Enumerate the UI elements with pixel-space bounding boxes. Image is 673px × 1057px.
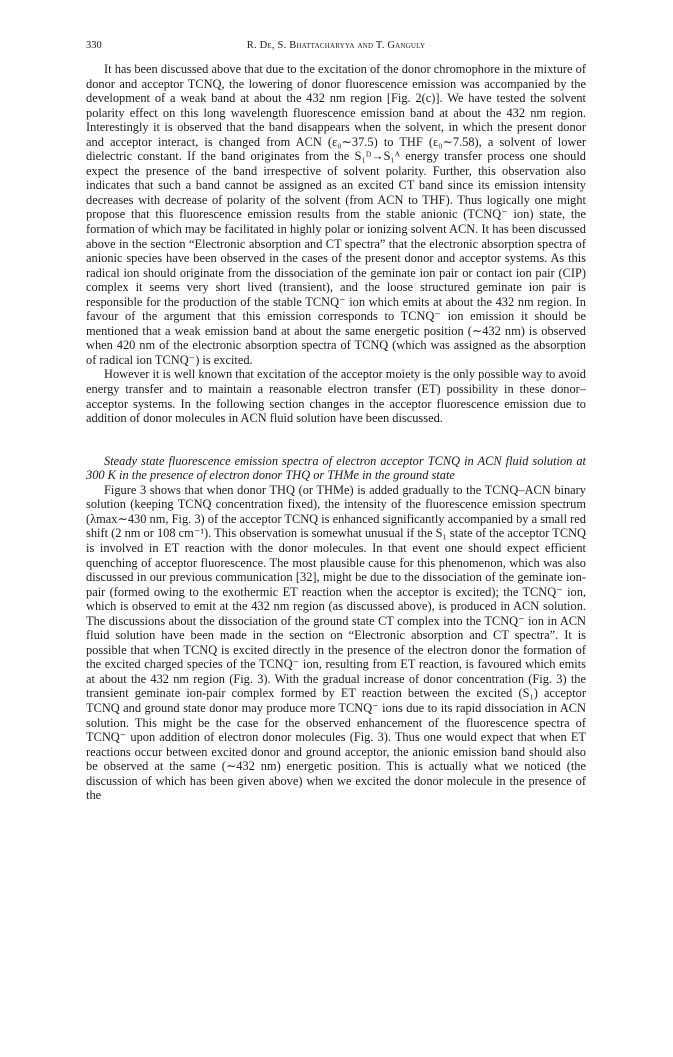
page-number: 330	[86, 40, 102, 51]
paragraph-2: However it is well known that excitation of the acceptor moiety is the only possible way to avoid energy transfer and to maintain a reasonable electron transfer (ET) possibility in these donor–acceptor systems. In the following section changes in the acceptor fluorescence emission due to addition of donor molecules in ACN fluid solution have been discussed.	[86, 367, 586, 426]
article-body	[86, 62, 586, 803]
running-header	[86, 38, 586, 54]
section-heading: Steady state fluorescence emission spectra of electron acceptor TCNQ in ACN fluid solution at 300 K in the presence of electron donor THQ or THMe in the ground state	[86, 453, 586, 483]
authors-initial: R. D	[246, 40, 268, 51]
paragraph-1: It has been discussed above that due to the excitation of the donor chromophore in the mixture of donor and acceptor TCNQ, the lowering of donor fluorescence emission was accompanied by the development of a weak band at about the 432 nm region [Fig. 2(c)]. We have tested the solvent polarity effect on this long wavelength fluorescence emission band at about the 432 nm region. Interestingly it is observed that the band disappears when the solvent, in which the present donor and acceptor interact, is changed from ACN (ε₀∼37.5) to THF (ε₀∼7.58), a solvent of lower dielectric constant. If the band originates from the S₁ᴰ→S₁ᴬ energy transfer process one should expect the presence of the band irrespective of solvent polarity. Further, this observation also indicates that such a band cannot be assigned as an excited CT band since its emission intensity decreases with decrease of polarity of the solvent (from ACN to THF). Thus logically one might propose that this fluorescence emission results from the stable anionic (TCNQ⁻ ion) state, the formation of which may be facilitated in highly polar or ionizing solvent ACN. It has been discussed above in the section “Electronic absorption and CT spectra” that the electronic absorption spectra of anionic species have been observed in the cases of the present donor and acceptor systems. As this radical ion should originate from the dissociation of the geminate ion pair or contact ion pair (CIP) complex it seems very short lived (transient), and the loose structured geminate ion pair is responsible for the production of the stable TCNQ⁻ ion which emits at about the 432 nm region. In favour of the argument that this emission corresponds to TCNQ⁻ ion emission it should be mentioned that a weak emission band at about the same energetic position (∼432 nm) is observed when 420 nm of the electronic absorption spectra of TCNQ (which was assigned as the absorption of radical ion TCNQ⁻) is excited.	[86, 62, 586, 367]
authors-rest: e, S. Bhattacharyya and T. Ganguly	[267, 40, 426, 51]
running-authors	[86, 38, 586, 54]
paragraph-3: Figure 3 shows that when donor THQ (or THMe) is added gradually to the TCNQ–ACN binary solution (keeping TCNQ concentration fixed), the intensity of the fluorescence emission spectrum (λmax∼430 nm, Fig. 3) of the acceptor TCNQ is enhanced significantly accompanied by a small red shift (2 nm or 108 cm⁻¹). This observation is somewhat unusual if the S₁ state of the acceptor TCNQ is involved in ET reaction with the donor molecules. In that event one should expect efficient quenching of acceptor fluorescence. The most plausible cause for this phenomenon, which was also discussed in our previous communication [32], might be due to the dissociation of the geminate ion-pair (formed owing to the exothermic ET reaction when the acceptor is excited); the TCNQ⁻ ion, which is observed to emit at the 432 nm region (as discussed above), is produced in ACN solution. The discussions about the dissociation of the ground state CT complex into the TCNQ⁻ ion in ACN fluid solution have been made in the section on “Electronic absorption and CT spectra”. It is possible that when TCNQ is excited directly in the presence of the electron donor the formation of the excited charged species of the TCNQ⁻ ion, resulting from ET reaction, is favoured which emits at about the 432 nm region (Fig. 3). With the gradual increase of donor concentration (Fig. 3) the transient geminate ion-pair complex formed by ET reaction between the excited (S₁) acceptor TCNQ and ground state donor may produce more TCNQ⁻ ions due to its rapid dissociation in ACN solution. This might be the case for the observed enhancement of the fluorescence spectra of TCNQ⁻ upon addition of electron donor molecules (Fig. 3). Thus one would expect that when ET reactions occur between excited donor and ground acceptor, the anionic emission band should also be observed at the same (∼432 nm) energetic position. This is actually what we noticed (the discussion of which has been given above) when we excited the donor molecule in the presence of the	[86, 482, 586, 803]
